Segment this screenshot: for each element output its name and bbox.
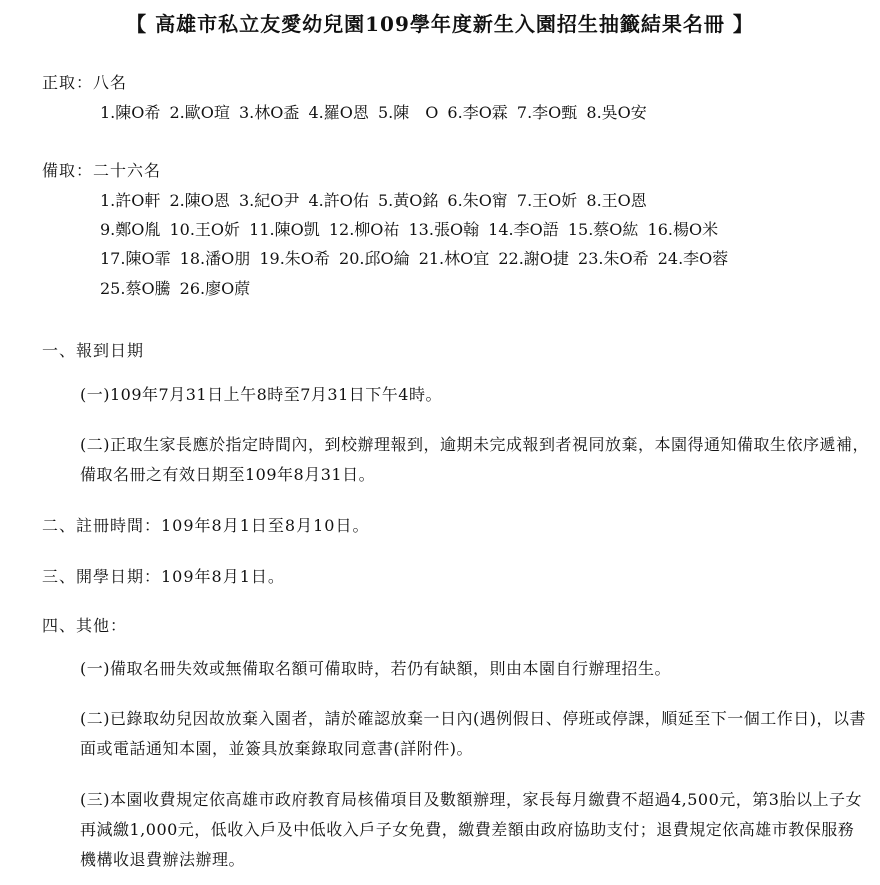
- admitted-name: 4.羅O恩: [308, 103, 369, 122]
- admitted-name: 1.陳O希: [100, 103, 161, 122]
- section-4-item-3: (三)本園收費規定依高雄市政府教育局核備項目及數額辦理，家長每月繳費不超過4,500元，第3胎以上子女再減繳1,000元，低收入戶及中低收入戶子女免費，繳費差額由政府協助支付；退費規定依高雄市教保服務機構收退費辦法辦理。: [80, 790, 862, 869]
- waitlist-name: 12.柳O祐: [328, 220, 400, 239]
- waitlist-name: 8.王O恩: [586, 191, 647, 210]
- waitlist-row: [100, 217, 722, 240]
- waitlist-row: [100, 246, 732, 269]
- section-4-heading: 四、其他：: [42, 616, 128, 635]
- waitlist-name: 22.謝O捷: [498, 249, 569, 268]
- waitlist-name: 23.朱O希: [578, 249, 649, 268]
- section-3: 三、開學日期：109年8月1日。: [42, 567, 285, 586]
- waitlist-row: [100, 276, 254, 299]
- waitlist-name: 15.蔡O紘: [567, 220, 639, 239]
- waitlist-row: [100, 188, 651, 211]
- waitlist-name: 5.黃O銘: [377, 191, 439, 210]
- waitlist-name: 21.林O宜: [418, 249, 490, 268]
- waitlist-name: 1.許O軒: [100, 191, 161, 210]
- waitlist-name: 25.蔡O騰: [100, 279, 171, 298]
- waitlist-name: 6.朱O甯: [447, 191, 508, 210]
- admitted-label: 正取：八名: [42, 73, 128, 92]
- waitlist-name: 26.廖O蒝: [179, 279, 251, 298]
- section-4-item-2: (二)已錄取幼兒因故放棄入園者，請於確認放棄一日內(遇例假日、停班或停課，順延至下一個工作日)，以書面或電話通知本園，並簽具放棄錄取同意書(詳附件)。: [80, 709, 866, 758]
- admitted-name: 8.吳O安: [586, 103, 647, 122]
- waitlist-name: 7.王O妡: [516, 191, 578, 210]
- waitlist-name: 14.李O語: [488, 220, 559, 239]
- admitted-name: 3.林O盉: [238, 103, 300, 122]
- waitlist-name: 18.潘O朋: [179, 249, 251, 268]
- section-1-item-1: (一)109年7月31日上午8時至7月31日下午4時。: [80, 385, 442, 404]
- section-2: 二、註冊時間：109年8月1日至8月10日。: [42, 516, 370, 535]
- admitted-name: 2.歐O瑄: [169, 103, 230, 122]
- waitlist-name: 3.紀O尹: [238, 191, 300, 210]
- admitted-name: 6.李O霖: [447, 103, 508, 122]
- waitlist-name: 11.陳O凱: [249, 220, 320, 239]
- section-1-item-2: (二)正取生家長應於指定時間內，到校辦理報到，逾期未完成報到者視同放棄，本園得通知備取生依序遞補，備取名冊之有效日期至109年8月31日。: [80, 435, 869, 484]
- waitlist-name: 2.陳O恩: [169, 191, 230, 210]
- section-1-heading: 一、報到日期: [42, 341, 145, 360]
- document-title: 【 高雄市私立友愛幼兒園109學年度新生入園招生抽籤結果名冊 】: [126, 12, 754, 36]
- waitlist-name: 24.李O蓉: [657, 249, 729, 268]
- waitlist-name: 10.王O妡: [169, 220, 241, 239]
- section-4-item-1: (一)備取名冊失效或無備取名額可備取時，若仍有缺額，則由本園自行辦理招生。: [80, 659, 671, 678]
- waitlist-name: 4.許O佑: [308, 191, 369, 210]
- admitted-name: 5.陳 O: [377, 103, 439, 122]
- waitlist-name: 17.陳O霏: [100, 249, 171, 268]
- waitlist-name: 16.楊O米: [647, 220, 719, 239]
- waitlist-label: 備取：二十六名: [42, 161, 162, 180]
- waitlist-name: 20.邱O綸: [339, 249, 410, 268]
- waitlist-name: 19.朱O希: [259, 249, 330, 268]
- waitlist-name: 9.鄭O胤: [100, 220, 161, 239]
- admitted-name: 7.李O甄: [516, 103, 578, 122]
- waitlist-name: 13.張O翰: [408, 220, 480, 239]
- admitted-row: [100, 100, 651, 123]
